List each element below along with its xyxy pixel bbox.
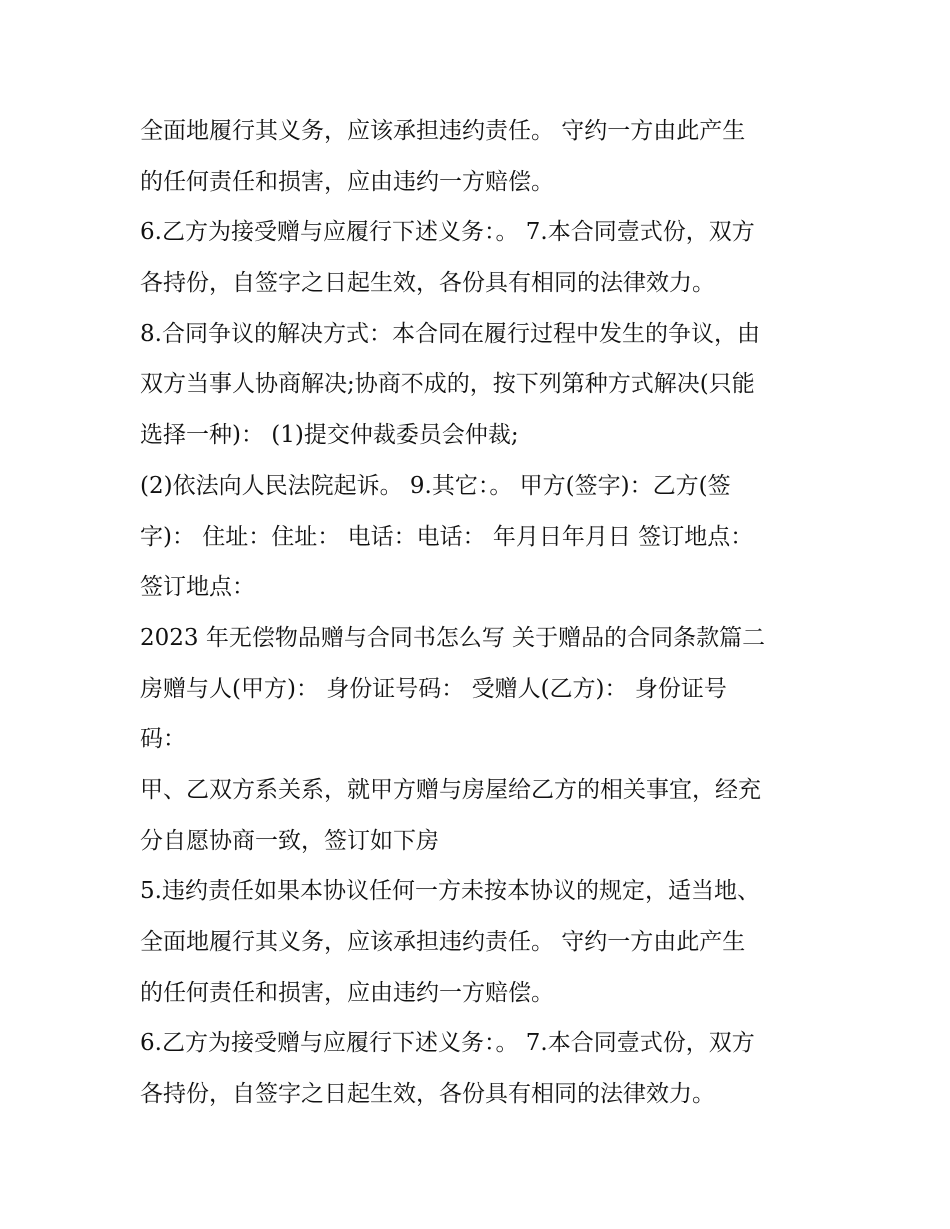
- text-line: 6.乙方为接受赠与应履行下述义务：。 7.本合同壹式份，双方: [140, 1030, 755, 1057]
- text-line: 房赠与人(甲方)： 身份证号码： 受赠人(乙方)： 身份证号: [140, 675, 727, 702]
- text-line: 全面地履行其义务，应该承担违约责任。 守约一方由此产生: [140, 118, 746, 144]
- text-line: 5.违约责任如果本协议任何一方未按本协议的规定，适当地、: [140, 878, 760, 905]
- text-line: 6.乙方为接受赠与应履行下述义务：。 7.本合同壹式份，双方: [140, 219, 755, 246]
- text-line: 甲、乙双方系关系，就甲方赠与房屋给乙方的相关事宜，经充: [140, 776, 761, 803]
- text-line: 双方当事人协商解决;协商不成的，按下列第种方式解决(只能: [140, 371, 755, 398]
- text-line: 全面地履行其义务，应该承担违约责任。 守约一方由此产生: [140, 929, 746, 955]
- document-body: [140, 106, 830, 1120]
- text-line: 各持份，自签字之日起生效，各份具有相同的法律效力。: [140, 270, 715, 297]
- text-line: 选择一种)： (1)提交仲裁委员会仲裁;: [140, 422, 519, 449]
- text-line: 的任何责任和损害，应由违约一方赔偿。: [140, 168, 554, 195]
- text-line: 字)： 住址：住址： 电话：电话： 年月日年月日 签订地点：: [140, 523, 754, 550]
- text-line: 分自愿协商一致，签订如下房: [140, 827, 439, 854]
- text-line: (2)依法向人民法院起诉。 9.其它：。 甲方(签字)：乙方(签: [140, 472, 731, 499]
- text-line: 8.合同争议的解决方式：本合同在履行过程中发生的争议，由: [140, 320, 760, 347]
- text-line: 的任何责任和损害，应由违约一方赔偿。: [140, 979, 554, 1006]
- section-heading-line: 2023 年无偿物品赠与合同书怎么写 关于赠品的合同条款篇二: [140, 624, 766, 651]
- text-line: 各持份，自签字之日起生效，各份具有相同的法律效力。: [140, 1081, 715, 1108]
- text-line: 码：: [140, 726, 186, 753]
- text-line: 签订地点：: [140, 574, 255, 601]
